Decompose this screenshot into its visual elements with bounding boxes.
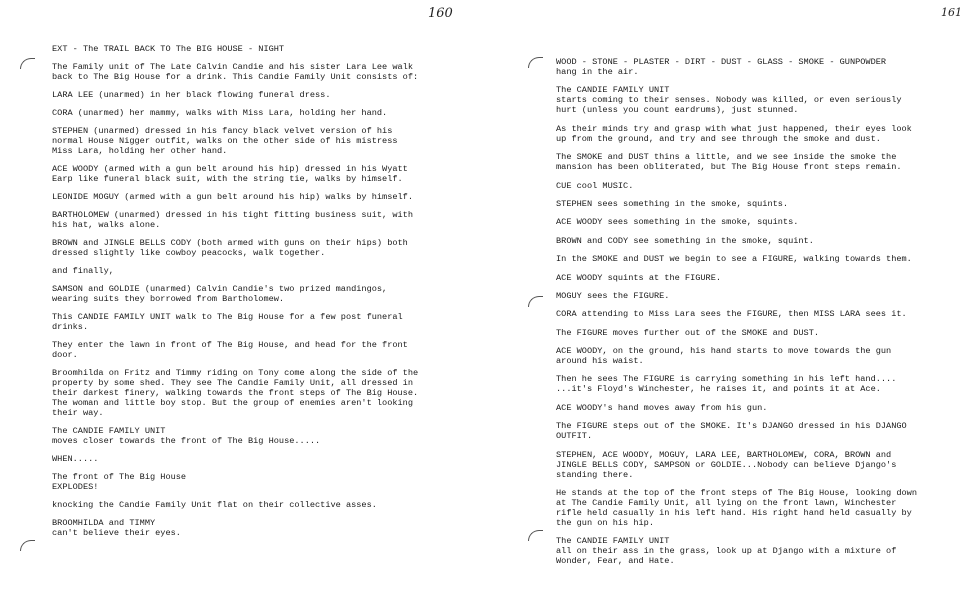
script-paragraph: The CANDIE FAMILY UNIT all on their ass in the grass, look up at Django with a mixture of Wonder, Fear, and Hate. — [556, 536, 897, 567]
script-paragraph: STEPHEN, ACE WOODY, MOGUY, LARA LEE, BARTHOLOMEW, CORA, BROWN and JINGLE BELLS CODY, SAMPSON or GOLDIE...Nobody can believe Django's standing there. — [556, 449, 897, 480]
script-paragraph: In the SMOKE and DUST we begin to see a FIGURE, walking towards them. — [556, 254, 912, 265]
script-text — [52, 44, 482, 546]
script-paragraph: SAMSON and GOLDIE (unarmed) Calvin Candie's two prized mandingos, wearing suits they borrowed from Bartholomew. — [52, 284, 388, 304]
script-paragraph: The SMOKE and DUST thins a little, and we see inside the smoke the mansion has been obliterated, but The Big House front steps remain. — [556, 152, 902, 173]
script-paragraph: MOGUY sees the FIGURE. — [556, 290, 670, 301]
script-paragraph: He stands at the top of the front steps of The Big House, looking down at The Candie Family Unit, all lying on the front lawn, Winchester rifle held casually in his left hand. His right hand held casually by the gun on his hip. — [556, 488, 917, 529]
script-paragraph: LARA LEE (unarmed) in her black flowing funeral dress. — [52, 90, 331, 100]
script-paragraph: ACE WOODY squints at the FIGURE. — [556, 272, 722, 283]
script-paragraph: The CANDIE FAMILY UNIT moves closer towards the front of The Big House..... — [52, 426, 321, 446]
script-paragraph: BARTHOLOMEW (unarmed) dressed in his tight fitting business suit, with his hat, walks alone. — [52, 210, 413, 230]
script-paragraph: CUE cool MUSIC. — [556, 180, 634, 191]
script-paragraph: and finally, — [52, 266, 114, 276]
page-number: 161 — [941, 6, 962, 19]
script-paragraph: The FIGURE moves further out of the SMOKE and DUST. — [556, 327, 820, 338]
script-paragraph: ACE WOODY sees something in the smoke, squints. — [556, 217, 799, 228]
script-paragraph: STEPHEN sees something in the smoke, squints. — [556, 198, 789, 209]
script-paragraph: BROWN and CODY see something in the smoke, squint. — [556, 235, 814, 246]
script-paragraph: Then he sees The FIGURE is carrying something in his left hand.... ...it's Floyd's Winchester, he raises it, and points it at Ace. — [556, 374, 897, 395]
script-paragraph: LEONIDE MOGUY (armed with a gun belt around his hip) walks by himself. — [52, 192, 413, 202]
script-paragraph: They enter the lawn in front of The Big House, and head for the front door. — [52, 340, 408, 360]
script-paragraph: The front of The Big House EXPLODES! — [52, 472, 187, 492]
script-paragraph: The CANDIE FAMILY UNIT starts coming to their senses. Nobody was killed, or even seriously hurt (unless you count eardrums), just stunned. — [556, 85, 902, 116]
script-paragraph: ACE WOODY (armed with a gun belt around his hip) dressed in his Wyatt Earp like funeral black suit, with the string tie, walks by himself. — [52, 164, 408, 184]
script-paragraph: EXT - The TRAIL BACK TO The BIG HOUSE - NIGHT — [52, 44, 285, 54]
page-number: 160 — [428, 6, 453, 21]
script-paragraph: This CANDIE FAMILY UNIT walk to The Big House for a few post funeral drinks. — [52, 312, 403, 332]
hole-punch-mark — [528, 296, 543, 307]
hole-punch-mark — [20, 540, 35, 551]
script-paragraph: STEPHEN (unarmed) dressed in his fancy black velvet version of his normal House Nigger outfit, walks on the other side of his mistress Miss Lara, holding her other hand. — [52, 126, 398, 156]
script-page-right — [490, 0, 980, 613]
script-paragraph: As their minds try and grasp with what just happened, their eyes look up from the ground, and try and see through the smoke and dust. — [556, 123, 912, 144]
script-paragraph: WOOD - STONE - PLASTER - DIRT - DUST - GLASS - SMOKE - GUNPOWDER hang in the air. — [556, 57, 887, 77]
script-text — [556, 57, 976, 575]
script-paragraph: The Family unit of The Late Calvin Candie and his sister Lara Lee walk back to The Big House for a drink. This Candie Family Unit consists of: — [52, 62, 419, 82]
script-paragraph: Broomhilda on Fritz and Timmy riding on Tony come along the side of the property by some shed. They see The Candie Family Unit, all dressed in their darkest finery, walking towards the front steps of The Big House. The woman and little boy stop. But the group of enemies aren't looking their way. — [52, 368, 419, 418]
script-paragraph: knocking the Candie Family Unit flat on their collective asses. — [52, 500, 377, 510]
hole-punch-mark — [528, 57, 543, 68]
hole-punch-mark — [528, 530, 543, 541]
script-paragraph: The FIGURE steps out of the SMOKE. It's DJANGO dressed in his DJANGO OUTFIT. — [556, 421, 907, 442]
script-paragraph: WHEN..... — [52, 454, 99, 464]
script-paragraph: BROWN and JINGLE BELLS CODY (both armed with guns on their hips) both dressed slightly like cowboy peacocks, walk together. — [52, 238, 408, 258]
script-paragraph: ACE WOODY, on the ground, his hand starts to move towards the gun around his waist. — [556, 346, 892, 367]
hole-punch-mark — [20, 58, 35, 69]
script-paragraph: CORA (unarmed) her mammy, walks with Miss Lara, holding her hand. — [52, 108, 388, 118]
script-paragraph: ACE WOODY's hand moves away from his gun. — [556, 402, 768, 413]
script-paragraph: BROOMHILDA and TIMMY can't believe their eyes. — [52, 518, 181, 538]
script-paragraph: CORA attending to Miss Lara sees the FIGURE, then MISS LARA sees it. — [556, 309, 907, 320]
